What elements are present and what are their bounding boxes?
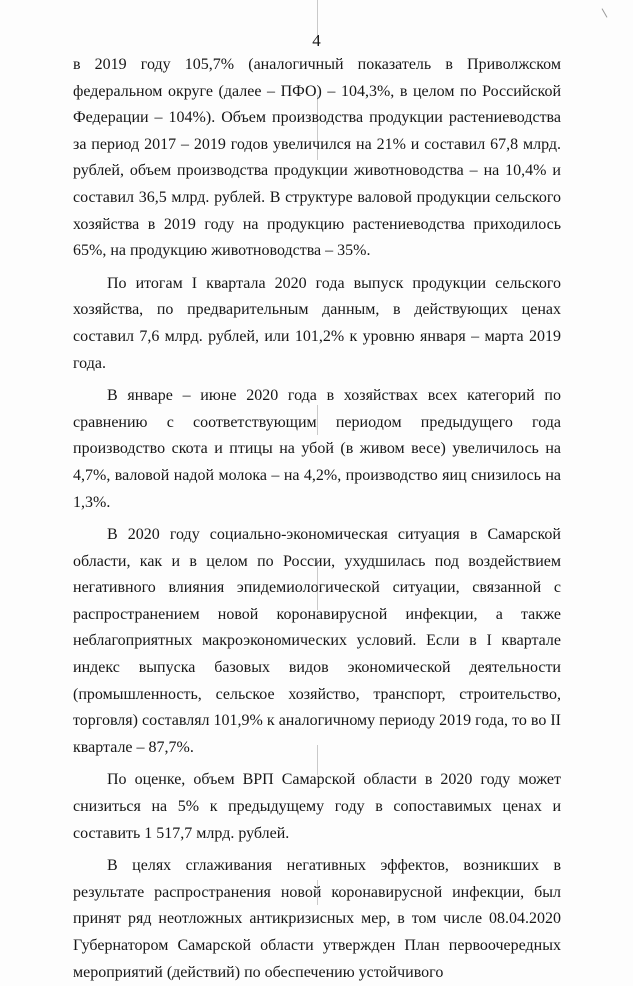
scan-mark [602, 8, 608, 17]
document-body [73, 52, 561, 986]
paragraph: в 2019 году 105,7% (аналогичный показатель в Приволжском федеральном округе (далее – ПФО) – 104,3%, в целом по Российской Федерации – 104%). Объем производства продукции растениеводства за период 2017 – 2019 годов увеличился на 21% и составил 67,8 млрд. рублей, объем производства продукции животноводства – на 10,4% и составил 36,5 млрд. рублей. В структуре валовой продукции сельского хозяйства в 2019 году на продукцию растениеводства приходилось 65%, на продукцию животноводства – 35%. [73, 56, 561, 260]
paragraph: В 2020 году социально-экономическая ситуация в Самарской области, как и в целом по России, ухудшилась под воздействием негативного влияния эпидемиологической ситуации, связанной с распространением новой коронавирусной инфекции, а также неблагоприятных макроэкономических условий. Если в I квартале индекс выпуска базовых видов экономической деятельности (промышленность, сельское хозяйство, транспорт, строительство, торговля) составлял 101,9% к аналогичному периоду 2019 года, то во II квартале – 87,7%. [73, 526, 561, 756]
paragraph: В январе – июне 2020 года в хозяйствах всех категорий по сравнению с соответствующим периодом предыдущего года производство скота и птицы на убой (в живом весе) увеличилось на 4,7%, валовой надой молока – на 4,2%, производство яиц снизилось на 1,3%. [73, 387, 561, 511]
paragraph: По итогам I квартала 2020 года выпуск продукции сельского хозяйства, по предварительным данным, в действующих ценах составил 7,6 млрд. рублей, или 101,2% к уровню января – марта 2019 года. [73, 274, 561, 372]
paragraph: По оценке, объем ВРП Самарской области в 2020 году может снизиться на 5% к предыдущему году в сопоставимых ценах и составить 1 517,7 млрд. рублей. [73, 771, 561, 842]
page-number: 4 [312, 31, 321, 50]
paragraph: В целях сглаживания негативных эффектов, возникших в результате распространения новой коронавирусной инфекции, был принят ряд неотложных антикризисных мер, в том числе 08.04.2020 Губернатором Самарской области утвержден План первоочередных мероприятий (действий) по обеспечению устойчивого [73, 857, 561, 981]
